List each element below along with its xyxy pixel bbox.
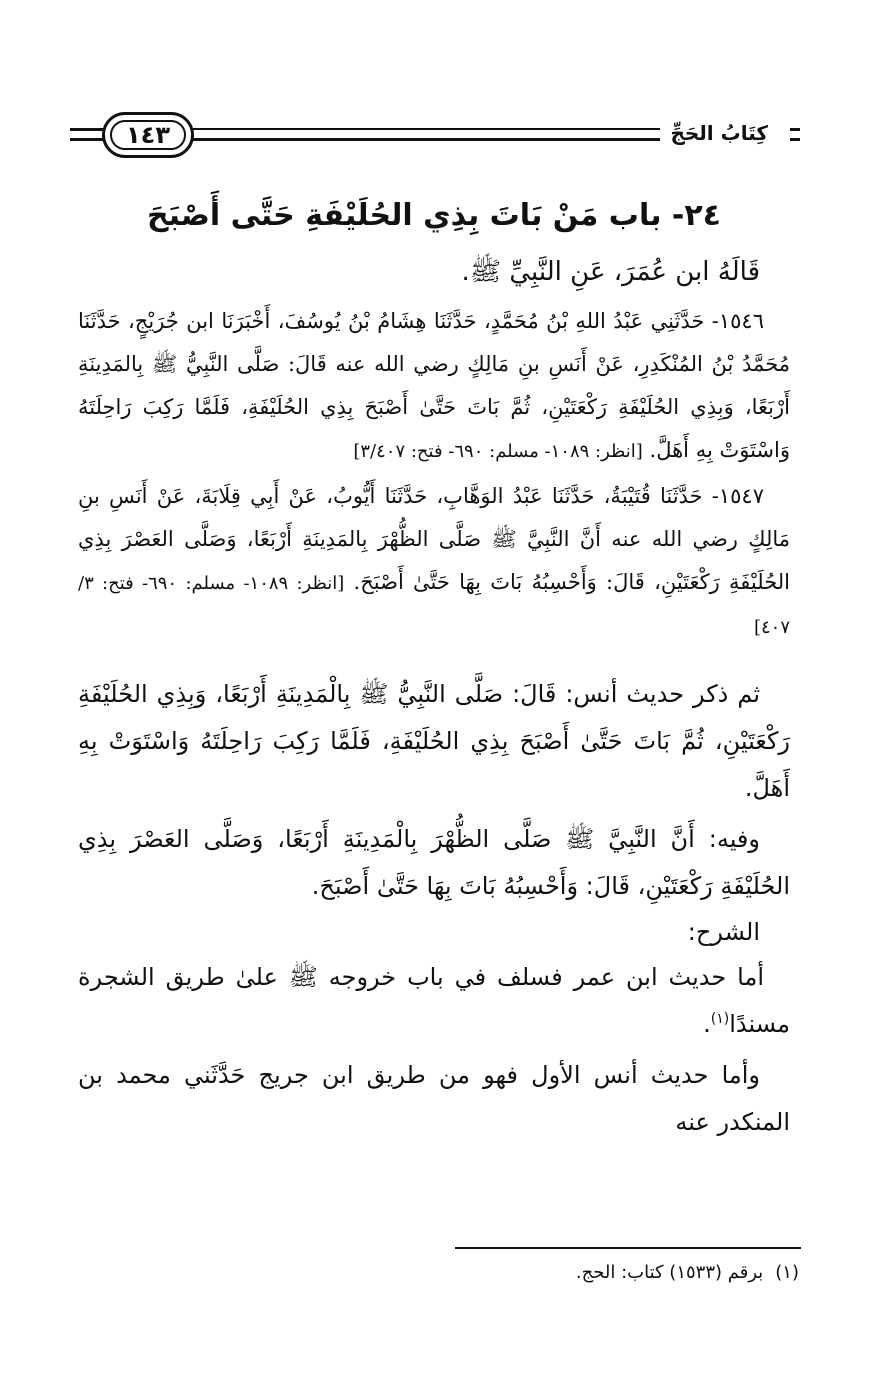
commentary-text: أما حديث ابن عمر فسلف في باب خروجه ﷺ علىٰ طريق الشجرة مسندًا — [78, 963, 790, 1038]
chapter-heading: ٢٤- باب مَنْ بَاتَ بِذِي الحُلَيْفَةِ حَتَّى أَصْبَحَ — [146, 198, 721, 233]
commentary-text-end: . — [703, 1010, 711, 1038]
hadith-text: ١٥٤٦- حَدَّثَنِي عَبْدُ اللهِ بْنُ مُحَمَّدٍ، حَدَّثَنَا هِشَامُ بْنُ يُوسُفَ، أَخْبَرَنَا ابن جُرَيْجٍ، حَدَّثَنَا مُحَمَّدُ بْنُ المُنْكَدِرِ، عَنْ أَنَسِ بنِ مَالِكٍ رضي الله عنه قَالَ: صَلَّى النَّبِيُّ ﷺ بِالمَدِينَةِ أَرْبَعًا، وَبِذِي الحُلَيْفَةِ رَكْعَتَيْنِ، ثُمَّ بَاتَ حَتَّىٰ أَصْبَحَ بِذِي الحُلَيْفَةِ، فَلَمَّا رَكِبَ رَاحِلَتَهُ وَاسْتَوَتْ بِهِ أَهَلَّ. — [78, 309, 790, 462]
commentary-paragraph: وأما حديث أنس الأول فهو من طريق ابن جريج حَدَّثَني محمد بن المنكدر عنه — [78, 1061, 790, 1136]
page-number: ١٤٣ — [126, 121, 170, 149]
hadith-1547 — [78, 475, 790, 649]
footnote-divider — [455, 1247, 801, 1249]
chapter-taliq: قَالَهُ ابن عُمَرَ، عَنِ النَّبِيِّ ﷺ. — [461, 257, 760, 287]
page-header — [70, 108, 800, 164]
main-text — [78, 190, 790, 1146]
hadith-1546 — [78, 300, 790, 473]
header-rule — [190, 128, 690, 130]
header-rule — [790, 128, 800, 131]
commentary-label: الشرح: — [687, 918, 760, 946]
commentary-paragraph — [78, 954, 790, 1048]
page-number-badge — [102, 112, 194, 158]
footnote-marker[interactable]: (١) — [710, 1011, 730, 1027]
commentary-paragraph: وفيه: أَنَّ النَّبِيَّ ﷺ صَلَّى الظُّهْرَ بِالْمَدِينَةِ أَرْبَعًا، وَصَلَّى العَصْرَ بِذِي الحُلَيْفَةِ رَكْعَتَيْنِ، قَالَ: وَأَحْسِبُهُ بَاتَ بِهَا حَتَّىٰ أَصْبَحَ. — [78, 825, 790, 900]
commentary-paragraph: ثم ذكر حديث أنس: قَالَ: صَلَّى النَّبِيُّ ﷺ بِالْمَدِينَةِ أَرْبَعًا، وَبِذِي الحُلَيْفَةِ رَكْعَتَيْنِ، ثُمَّ بَاتَ حَتَّىٰ أَصْبَحَ بِذِي الحُلَيْفَةِ، فَلَمَّا رَكِبَ رَاحِلَتَهُ وَاسْتَوَتْ بِهِ أَهَلَّ. — [78, 680, 790, 802]
header-rule — [190, 138, 690, 141]
hadith-text: ١٥٤٧- حَدَّثَنَا قُتَيْبَةُ، حَدَّثَنَا عَبْدُ الوَهَّابِ، حَدَّثَنَا أَيُّوبُ، عَنْ أَبِي قِلَابَةَ، عَنْ أَنَسِ بنِ مَالِكٍ رضي الله عنه أَنَّ النَّبِيَّ ﷺ صَلَّى الظُّهْرَ بِالمَدِينَةِ أَرْبَعًا، وَصَلَّى العَصْرَ بِذِي الحُلَيْفَةِ رَكْعَتَيْنِ، قَالَ: وَأَحْسِبُهُ بَاتَ بِهَا حَتَّىٰ أَصْبَحَ. — [78, 484, 790, 594]
hadith-reference: [انظر: ١٠٨٩- مسلم: ٦٩٠- فتح: ٣/ ٤٠٧] — [78, 573, 790, 638]
header-rule — [790, 138, 800, 141]
footnote — [199, 1258, 799, 1288]
footnote-text: برقم (١٥٣٣) كتاب: الحج. — [575, 1262, 764, 1283]
footnote-number: (١) — [775, 1262, 799, 1283]
hadith-reference: [انظر: ١٠٨٩- مسلم: ٦٩٠- فتح: ٣/٤٠٧] — [353, 441, 643, 462]
running-title: كِتَابُ الحَجِّ — [660, 118, 778, 148]
